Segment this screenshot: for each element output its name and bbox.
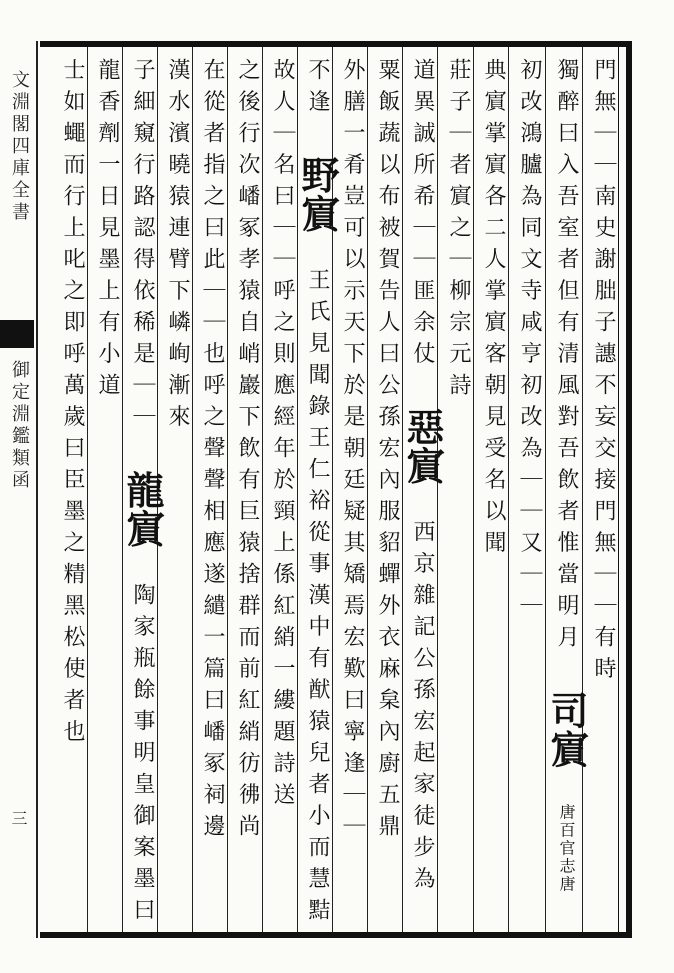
book-title: 文淵閣四庫全書 — [9, 70, 30, 224]
text-column-11 — [230, 58, 264, 928]
column-text: 初改鴻臚為同文寺咸亨初改為｜｜又｜｜ — [517, 58, 542, 625]
text-column-7 — [370, 58, 404, 928]
column-text: 不逢 — [305, 58, 330, 121]
left-margin-rule — [36, 41, 38, 938]
top-border — [40, 41, 632, 47]
column-text: 粟飯蔬以布被賀告人曰公孫宏內服貂蟬外衣麻枲內廚五鼎 — [375, 58, 400, 846]
collection-title: 御定淵鑑類函 — [9, 360, 30, 492]
column-text: 外膳一肴豈可以示天下於是朝廷疑其矯焉宏歎曰寧逢｜｜ — [340, 58, 365, 846]
headword: 野賔 — [295, 155, 340, 234]
column-text: 門無｜｜南史謝朏子譓不妄交接門無｜｜有時 — [591, 58, 616, 688]
column-text: 士如蠅而行上叱之即呼萬歲曰臣墨之精黑松使者也 — [60, 58, 85, 751]
text-column-3 — [512, 58, 546, 928]
column-text: 莊子｜者賔之｜柳宗元詩 — [446, 58, 471, 405]
annotation: 唐百官志唐 — [557, 803, 576, 894]
column-text: 獨醉曰入吾室者但有清風對吾飲者惟當明月 — [554, 58, 579, 657]
text-column-8 — [335, 58, 369, 928]
page-margin — [0, 40, 34, 940]
fish-tail-mark — [0, 320, 34, 348]
bottom-border — [40, 932, 632, 938]
column-text: 故人｜名曰｜｜呼之則應經年於頸上係紅綃一縷題詩送 — [270, 58, 295, 814]
right-border — [626, 41, 632, 938]
text-column-14 — [120, 58, 165, 930]
column-text: 王氏見聞錄王仁裕從事漢中有猷猿兒者小而慧黠 — [305, 268, 330, 930]
column-text: 子細窺行路認得依稀是｜｜ — [130, 58, 155, 436]
headword: 司賔 — [544, 691, 589, 769]
text-column-13 — [160, 58, 194, 928]
text-column-6 — [400, 58, 445, 928]
text-column-16 — [55, 58, 89, 928]
column-text: 龍香劑一日見墨上有小道 — [95, 58, 120, 405]
column-text: 道異誠所希｜｜匪余仗 — [410, 58, 435, 373]
text-column-10 — [265, 58, 299, 928]
headword: 惡賔 — [400, 407, 445, 486]
column-text: 陶家瓶餘事明皇御案墨曰 — [130, 583, 155, 930]
text-column-12 — [195, 58, 229, 928]
column-text: 在從者指之曰此｜｜也呼之聲聲相應遂繾一篇曰嶓冢祠邊 — [200, 58, 225, 846]
text-column-15 — [90, 58, 124, 928]
text-column-5 — [441, 58, 475, 928]
column-text: 典賔掌賔各二人掌賔客朝見受名以聞 — [481, 58, 506, 562]
headword: 龍賔 — [120, 470, 165, 549]
text-column-1 — [586, 58, 620, 928]
column-text: 之後行次嶓冢孝猿自峭巖下飲有巨猿捨群而前紅綃彷彿尚 — [235, 58, 260, 846]
text-column-4 — [476, 58, 510, 928]
text-column-2 — [544, 58, 589, 928]
folio-number: 三 — [9, 810, 28, 826]
text-column-9 — [295, 58, 340, 930]
column-text: 西京雜記公孫宏起家徒步為 — [410, 520, 435, 898]
column-text: 漢水濱曉猿連臂下嶙峋漸來 — [165, 58, 190, 436]
